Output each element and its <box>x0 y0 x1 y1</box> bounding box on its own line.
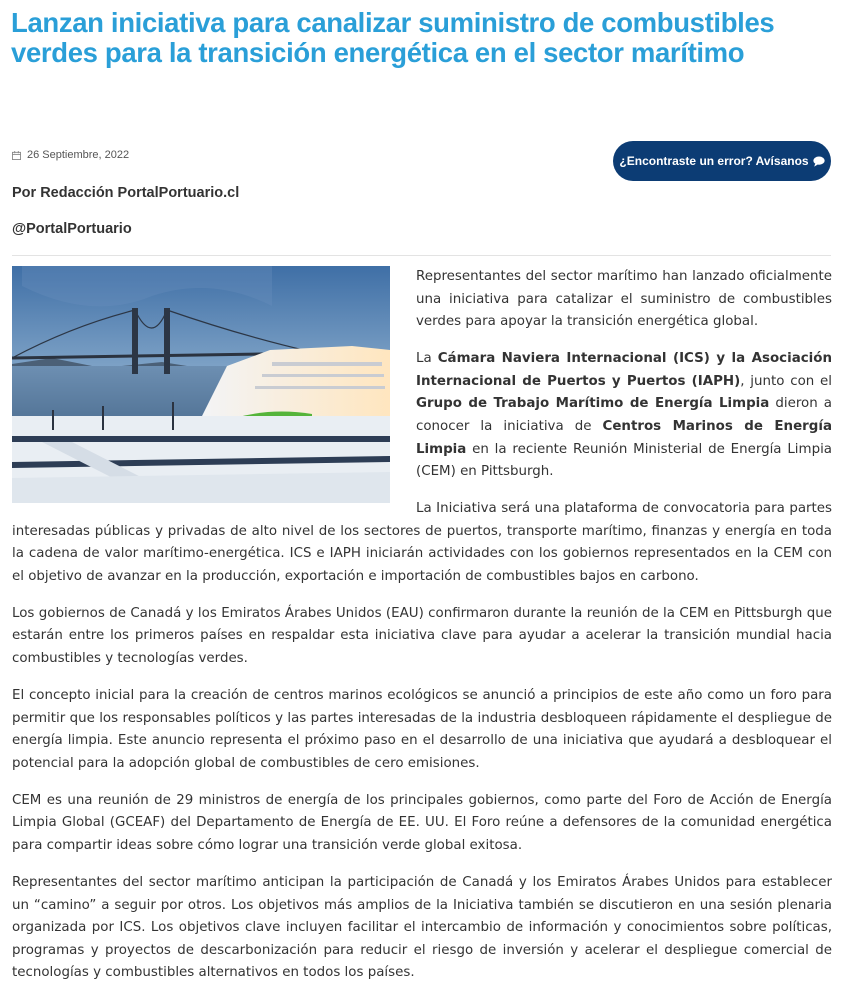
paragraph-3: La Iniciativa será una plataforma de convocatoria para partes interesadas públicas y privadas de alto nivel de los sectores de puertos, transporte marítimo, finanzas y energía en toda la cadena de valor marítimo-energética. ICS e IAPH iniciarán actividades con los gobiernos representados en la CEM con el objetivo de avanzar en la producción, exportación e importación de combustibles bajos en carbono. <box>12 501 832 584</box>
report-error-button[interactable] <box>613 141 831 181</box>
bold-ics-iaph: Cámara Naviera Internacional (ICS) y la Asociación Internacional de Puertos y Puertos (IAPH) <box>416 351 832 389</box>
paragraph-7: Representantes del sector marítimo anticipan la participación de Canadá y los Emiratos Árabes Unidos para establecer un “camino” a seguir por otros. Los objetivos más amplios de la Iniciativa también se discutieron en una sesión plenaria organizada por ICS. Los objetivos clave incluyen facilitar el intercambio de información y conocimientos sobre políticas, programas y proyectos de descarbonización para reducir el riesgo de inversión y acelerar el despliegue comercial de tecnologías y combustibles alternativos en todos los países. <box>12 875 832 981</box>
article-body <box>12 266 832 999</box>
comment-icon <box>813 156 825 167</box>
byline: Por Redacción PortalPortuario.cl <box>12 185 240 201</box>
report-error-label: ¿Encontraste un error? Avísanos <box>619 154 809 168</box>
divider <box>12 255 831 256</box>
paragraph-6: CEM es una reunión de 29 ministros de energía de los principales gobiernos, como parte del Foro de Acción de Energía Limpia Global (GCEAF) del Departamento de Energía de EE. UU. El Foro reúne a defensores de la comunidad energética para compartir ideas sobre cómo lograr una transición verde global exitosa. <box>12 792 832 854</box>
publish-date <box>12 147 129 163</box>
paragraph-4: Los gobiernos de Canadá y los Emiratos Árabes Unidos (EAU) confirmaron durante la reunión de la CEM en Pittsburgh que estarán entre los primeros países en respaldar esta iniciativa clave para ayudar a acelerar la transición mundial hacia combustibles y tecnologías verdes. <box>12 605 832 667</box>
paragraph-2: La Cámara Naviera Internacional (ICS) y la Asociación Internacional de Puertos y Puertos (IAPH), junto con el Grupo de Trabajo Marítimo de Energía Limpia dieron a conocer la iniciativa de Centros Marinos de Energía Limpia en la reciente Reunión Ministerial de Energía Limpia (CEM) en Pittsburgh. <box>416 351 832 480</box>
article-title: Lanzan iniciativa para canalizar suministro de combustibles verdes para la transición energética en el sector marítimo <box>11 7 775 68</box>
calendar-icon <box>12 151 21 160</box>
paragraph-1: Representantes del sector marítimo han lanzado oficialmente una iniciativa para catalizar el suministro de combustibles verdes para apoyar la transición energética global. <box>416 269 832 330</box>
date-text: 26 Septiembre, 2022 <box>27 149 130 161</box>
paragraph-5: El concepto inicial para la creación de centros marinos ecológicos se anunció a principios de este año como un foro para permitir que los responsables políticos y las partes interesadas de la industria desbloqueen rápidamente el despliegue de energía limpia. Este anuncio representa el próximo paso en el desarrollo de una iniciativa que ayudará a desbloquear el potencial para la adopción global de combustibles de cero emisiones. <box>12 688 832 771</box>
bold-grupo-trabajo: Grupo de Trabajo Marítimo de Energía Limpia <box>416 396 770 412</box>
bold-centros-marinos: Centros Marinos de Energía Limpia <box>416 418 832 457</box>
harbor-photo <box>12 266 390 503</box>
social-handle[interactable]: @PortalPortuario <box>12 221 132 237</box>
